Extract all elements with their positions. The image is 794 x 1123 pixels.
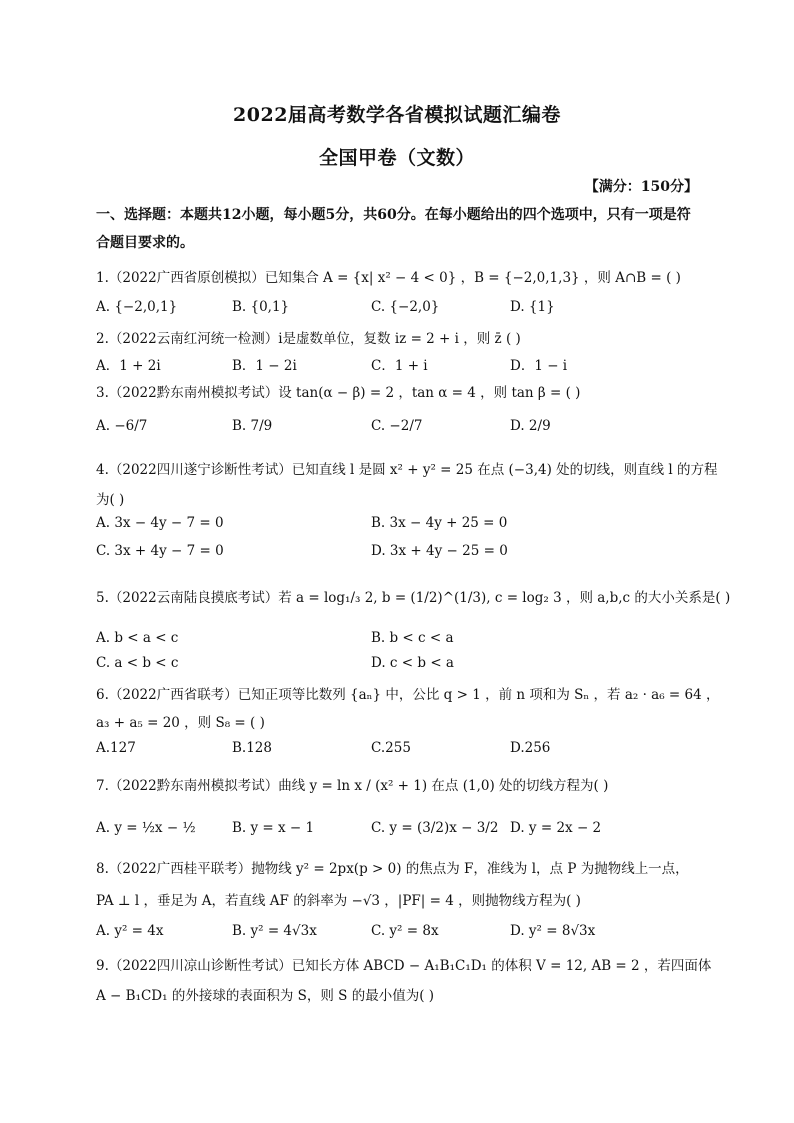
question-7-option-d[interactable]: D. y = 2x − 2 (510, 820, 602, 836)
question-6-stem-line1: 6.（2022广西省联考）已知正项等比数列 {aₙ} 中，公比 q > 1 ，前 n 项和为 Sₙ ，若 a₂ · a₆ = 64 ， (96, 687, 720, 703)
question-2-option-d[interactable]: D．1 − i (510, 358, 568, 374)
question-3-stem: 3.（2022黔东南州模拟考试）设 tan(α − β) = 2 ，tan α = 4 ，则 tan β = ( ) (96, 385, 581, 401)
question-4-option-c[interactable]: C. 3x + 4y − 7 = 0 (96, 543, 224, 559)
question-1-option-a[interactable]: A. {−2,0,1} (96, 299, 178, 315)
section-heading: 一、选择题：本题共12小题，每小题5分，共60分。在每小题给出的四个选项中，只有一项是符合题目要求的。 (96, 207, 691, 251)
question-8-option-c[interactable]: C. y² = 8x (371, 923, 439, 939)
question-6-option-d[interactable]: D.256 (510, 740, 551, 756)
question-5-stem: 5.（2022云南陆良摸底考试）若 a = log₁/₃ 2, b = (1/2)^(1/3), c = log₂ 3 ，则 a,b,c 的大小关系是( ) (96, 590, 731, 606)
question-5-option-c[interactable]: C. a < b < c (96, 655, 179, 671)
question-9-stem-line2: A − B₁CD₁ 的外接球的表面积为 S，则 S 的最小值为( ) (96, 988, 435, 1004)
question-8-option-b[interactable]: B. y² = 4√3x (232, 923, 317, 939)
question-8-stem-line2: PA ⊥ l ，垂足为 A，若直线 AF 的斜率为 −√3 ，|PF| = 4 ，则抛物线方程为( ) (96, 893, 581, 909)
question-9-stem-line1: 9.（2022四川凉山诊断性考试）已知长方体 ABCD − A₁B₁C₁D₁ 的体积 V = 12, AB = 2 ，若四面体 (96, 958, 712, 974)
question-4-option-d[interactable]: D. 3x + 4y − 25 = 0 (371, 543, 508, 559)
question-1-option-c[interactable]: C. {−2,0} (371, 299, 440, 315)
question-5-option-a[interactable]: A. b < a < c (96, 630, 179, 646)
question-3-option-a[interactable]: A. −6/7 (96, 418, 148, 434)
question-6-option-c[interactable]: C.255 (371, 740, 411, 756)
question-8-stem-line1: 8.（2022广西桂平联考）抛物线 y² = 2px(p > 0) 的焦点为 F，准线为 l，点 P 为抛物线上一点， (96, 861, 689, 877)
question-4-stem-line1: 4.（2022四川遂宁诊断性考试）已知直线 l 是圆 x² + y² = 25 在点 (−3,4) 处的切线，则直线 l 的方程 (96, 462, 718, 478)
question-4-stem-line2: 为( ) (96, 492, 125, 508)
question-7-stem: 7.（2022黔东南州模拟考试）曲线 y = ln x / (x² + 1) 在点 (1,0) 处的切线方程为( ) (96, 778, 609, 794)
question-7-option-a[interactable]: A. y = ½x − ½ (96, 820, 196, 836)
question-1-stem: 1.（2022广西省原创模拟）已知集合 A = {x| x² − 4 < 0} ，B = {−2,0,1,3} ，则 A∩B = ( ) (96, 270, 681, 286)
question-8-option-d[interactable]: D. y² = 8√3x (510, 923, 596, 939)
exam-subtitle: 全国甲卷（文数） (318, 147, 475, 169)
question-2-stem: 2.（2022云南红河统一检测）i是虚数单位，复数 iz = 2 + i ，则 z̄ ( ) (96, 331, 521, 347)
question-7-option-b[interactable]: B. y = x − 1 (232, 820, 315, 836)
question-3-option-d[interactable]: D. 2/9 (510, 418, 551, 434)
question-1-option-d[interactable]: D. {1} (510, 299, 555, 315)
question-1-option-b[interactable]: B. {0,1} (232, 299, 290, 315)
question-2-option-a[interactable]: A．1 + 2i (96, 358, 161, 374)
question-8-option-a[interactable]: A. y² = 4x (96, 923, 164, 939)
question-3-option-c[interactable]: C. −2/7 (371, 418, 423, 434)
question-4-option-a[interactable]: A. 3x − 4y − 7 = 0 (96, 515, 224, 531)
question-5-option-d[interactable]: D. c < b < a (371, 655, 454, 671)
question-6-option-a[interactable]: A.127 (96, 740, 136, 756)
exam-title: 2022届高考数学各省模拟试题汇编卷 (233, 104, 561, 126)
question-7-option-c[interactable]: C. y = (3/2)x − 3/2 (371, 820, 499, 836)
question-4-option-b[interactable]: B. 3x − 4y + 25 = 0 (371, 515, 508, 531)
question-6-option-b[interactable]: B.128 (232, 740, 272, 756)
question-2-option-b[interactable]: B．1 − 2i (232, 358, 297, 374)
question-3-option-b[interactable]: B. 7/9 (232, 418, 273, 434)
question-6-stem-line2: a₃ + a₅ = 20 ，则 S₈ = ( ) (96, 715, 265, 731)
score-label: 【满分：150分】 (584, 179, 698, 195)
question-2-option-c[interactable]: C．1 + i (371, 358, 428, 374)
question-5-option-b[interactable]: B. b < c < a (371, 630, 454, 646)
